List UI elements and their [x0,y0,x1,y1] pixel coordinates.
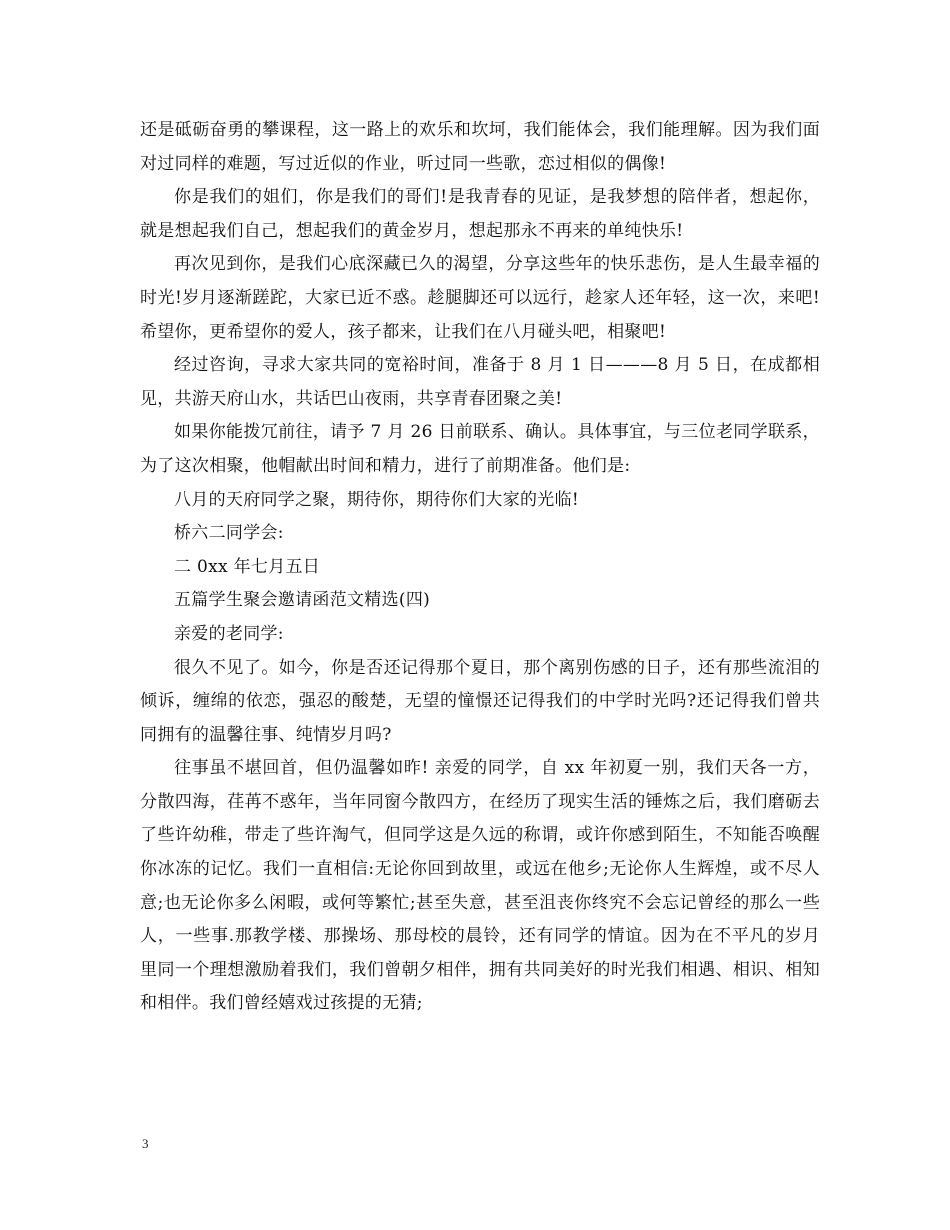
page-number: 3 [142,1136,149,1151]
paragraph-3: 再次见到你，是我们心底深藏已久的渴望，分享这些年的快乐悲伤，是人生最幸福的时光!岁月逐渐蹉跎，大家已近不惑。趁腿脚还可以远行，趁家人还年轻，这一次，来吧!希望你，更希望你的爱人，孩子都来，让我们在八月碰头吧，相聚吧! [140,254,820,342]
paragraph-1: 还是砥砺奋勇的攀课程，这一路上的欢乐和坎坷，我们能体会，我们能理解。因为我们面对过同样的难题，写过近似的作业，听过同一些歌，恋过相似的偶像! [140,120,820,174]
paragraph-5: 如果你能拨冗前往，请予 7 月 26 日前联系、确认。具体事宜，与三位老同学联系，为了这次相聚，他帽献出时间和精力，进行了前期准备。他们是: [140,422,820,476]
paragraph-2: 你是我们的姐们，你是我们的哥们!是我青春的见证，是我梦想的陪伴者，想起你，就是想起我们自己，想起我们的黄金岁月，想起那永不再来的单纯快乐! [140,187,820,241]
date-line: 二 0xx 年七月五日 [174,556,321,577]
salutation: 亲爱的老同学: [174,623,284,644]
paragraph-4: 经过咨询，寻求大家共同的宽裕时间，准备于 8 月 1 日———8 月 5 日，在成都相见，共游天府山水，共话巴山夜雨，共享青春团聚之美! [140,355,820,409]
section-heading: 五篇学生聚会邀请函范文精选(四) [174,590,431,611]
document-body [140,114,820,1021]
paragraph-6: 八月的天府同学之聚，期待你，期待你们大家的光临! [174,489,580,510]
signature-line: 桥六二同学会: [174,523,284,544]
paragraph-8: 往事虽不堪回首，但仍温馨如昨! 亲爱的同学，自 xx 年初夏一别，我们天各一方，分散四海，荏苒不惑年，当年同窗今散四方，在经历了现实生活的锤炼之后，我们磨砺去了些许幼稚，带走了些许淘气，但同学这是久远的称谓，或许你感到陌生，不知能否唤醒你冰冻的记忆。我们一直相信:无论你回到故里，或远在他乡;无论你人生辉煌，或不尽人意;也无论你多么闲暇，或何等繁忙;甚至失意，甚至沮丧你终究不会忘记曾经的那么一些人，一些事.那教学楼、那操场、那母校的晨铃，还有同学的情谊。因为在不平凡的岁月里同一个理想激励着我们，我们曾朝夕相伴，拥有共同美好的时光我们相遇、相识、相知和相伴。我们曾经嬉戏过孩提的无猜; [140,758,820,1014]
paragraph-7: 很久不见了。如今，你是否还记得那个夏日，那个离别伤感的日子，还有那些流泪的倾诉，缠绵的依恋，强忍的酸楚，无望的憧憬还记得我们的中学时光吗?还记得我们曾共同拥有的温馨往事、纯情岁月吗? [140,657,820,745]
